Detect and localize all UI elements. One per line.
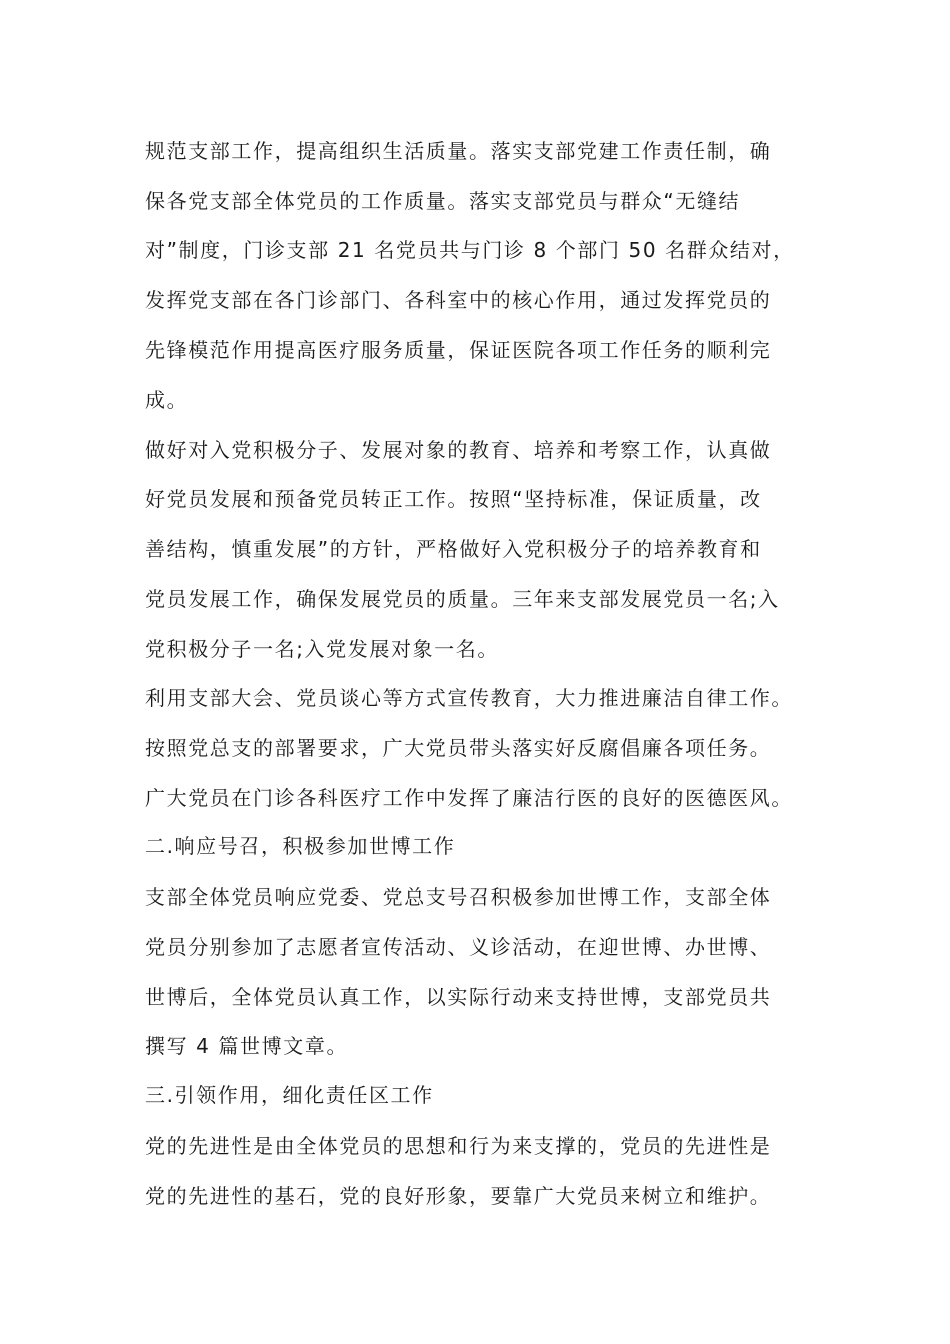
text-line: 善结构，慎重发展”的方针，严格做好入党积极分子的培养教育和 [145,537,762,561]
text-line: 先锋模范作用提高医疗服务质量，保证医院各项工作任务的顺利完 [145,338,772,362]
text-line: 做好对入党积极分子、发展对象的教育、培养和考察工作，认真做 [145,438,772,462]
text-line: 党的先进性的基石，党的良好形象，要靠广大党员来树立和维护。 [145,1184,772,1208]
text-line: 世博后，全体党员认真工作，以实际行动来支持世博，支部党员共 [145,985,772,1009]
section-heading: 二.响应号召，积极参加世博工作 [145,834,456,858]
text-line: 对”制度，门诊支部 21 名党员共与门诊 8 个部门 50 名群众结对， [145,238,795,262]
text-line: 保各党支部全体党员的工作质量。落实支部党员与群众“无缝结 [145,189,741,213]
text-line: 支部全体党员响应党委、党总支号召积极参加世博工作，支部全体 [145,885,772,909]
text-line: 党员发展工作，确保发展党员的质量。三年来支部发展党员一名;入 [145,587,780,611]
text-line: 发挥党支部在各门诊部门、各科室中的核心作用，通过发挥党员的 [145,288,772,312]
text-line: 利用支部大会、党员谈心等方式宣传教育，大力推进廉洁自律工作。 [145,686,793,710]
text-line: 党的先进性是由全体党员的思想和行为来支撑的，党员的先进性是 [145,1134,772,1158]
text-line: 规范支部工作，提高组织生活质量。落实支部党建工作责任制，确 [145,139,772,163]
text-line: 按照党总支的部署要求，广大党员带头落实好反腐倡廉各项任务。 [145,736,772,760]
text-line: 党积极分子一名;入党发展对象一名。 [145,637,499,661]
text-line: 成。 [145,388,189,412]
text-line: 广大党员在门诊各科医疗工作中发挥了廉洁行医的良好的医德医风。 [145,786,793,810]
section-heading: 三.引领作用，细化责任区工作 [145,1083,434,1107]
text-line: 好党员发展和预备党员转正工作。按照“坚持标准，保证质量，改 [145,487,762,511]
text-line: 党员分别参加了志愿者宣传活动、义诊活动，在迎世博、办世博、 [145,935,772,959]
text-line: 撰写 4 篇世博文章。 [145,1034,349,1058]
